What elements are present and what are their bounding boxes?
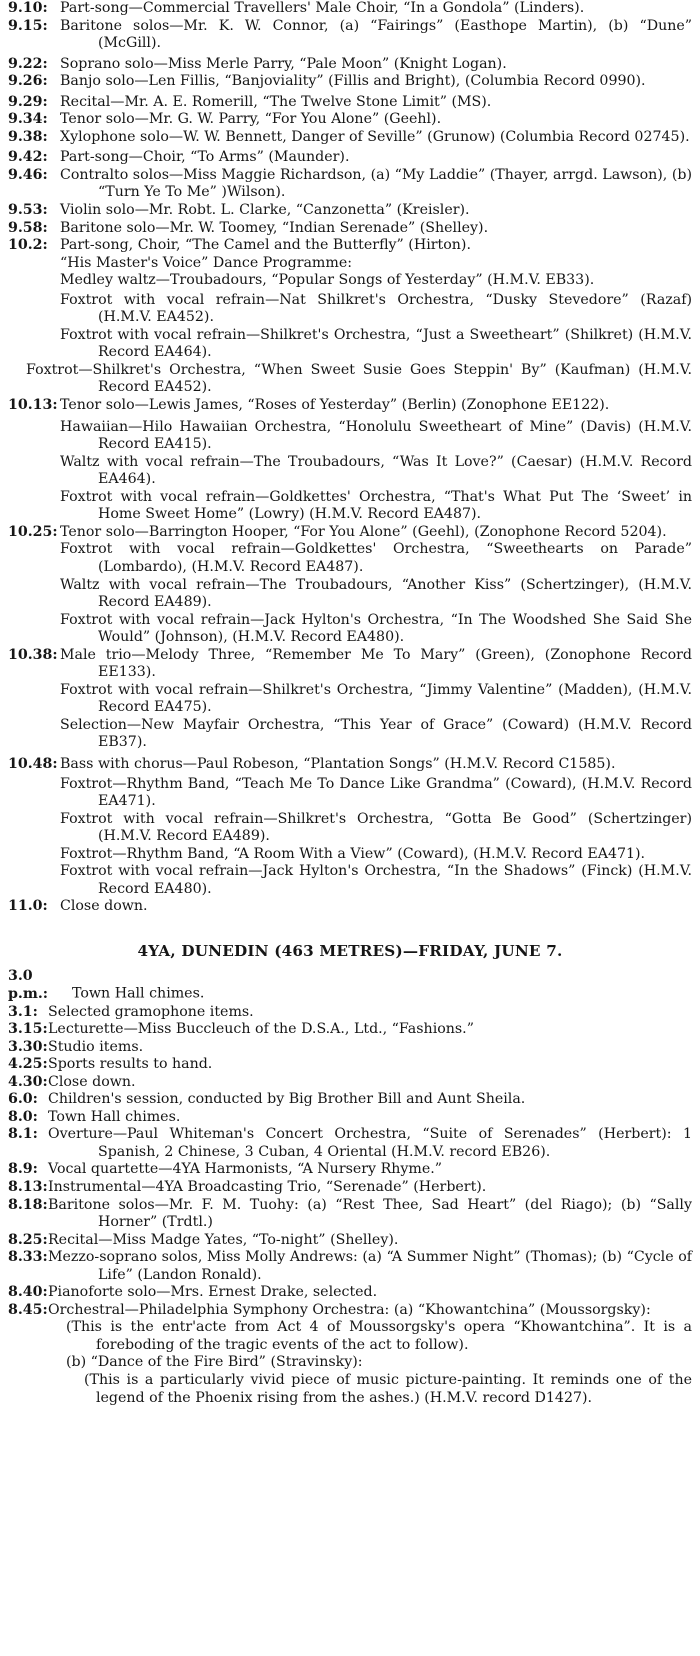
entry-text: Selected gramophone items. bbox=[48, 1003, 254, 1020]
entry-time: 3.0 p.m.: bbox=[8, 968, 49, 1002]
entry-text: Foxtrot with vocal refrain—Shilkret's Orchestra, “Jimmy Valentine” (Madden), (H.M.V. Record EA475). bbox=[60, 681, 692, 716]
programme-entry bbox=[0, 362, 700, 397]
entry-time: 6.0: bbox=[8, 1091, 38, 1108]
entry-text: Hawaiian—Hilo Hawaiian Orchestra, “Honolulu Sweetheart of Mine” (Davis) (H.M.V. Record EA415). bbox=[60, 418, 692, 453]
entry-text: Foxtrot with vocal refrain—Shilkret's Orchestra, “Just a Sweetheart” (Shilkret) (H.M.V. Record EA464). bbox=[60, 326, 692, 361]
entry-time: 9.58: bbox=[8, 219, 48, 236]
programme-entry bbox=[0, 541, 700, 576]
entry-text: Tenor solo—Mr. G. W. Parry, “For You Alone” (Geehl). bbox=[60, 111, 442, 128]
programme-entry bbox=[0, 220, 700, 238]
programme-entry bbox=[0, 1021, 700, 1039]
entry-text: Xylophone solo—W. W. Bennett, Danger of Seville” (Grunow) (Columbia Record 02745). bbox=[60, 128, 690, 145]
programme-entry bbox=[0, 1161, 700, 1179]
entry-time: 11.0: bbox=[8, 898, 48, 915]
programme-entry bbox=[0, 717, 700, 752]
entry-time: 8.13: bbox=[8, 1179, 48, 1195]
programme-entry bbox=[0, 1004, 700, 1022]
entry-text: Baritone solos—Mr. K. W. Connor, (a) “Fairings” (Easthope Martin), (b) “Dune” (McGill). bbox=[60, 17, 692, 52]
programme-entry bbox=[0, 1372, 700, 1407]
programme-entry bbox=[0, 1354, 700, 1372]
programme-entry bbox=[0, 1091, 700, 1109]
programme-entry bbox=[0, 237, 700, 255]
programme-entry bbox=[0, 1109, 700, 1127]
entry-time: 9.42: bbox=[8, 149, 48, 166]
entry-text: Studio items. bbox=[48, 1038, 144, 1055]
programme-entry bbox=[0, 129, 700, 147]
programme-entry bbox=[0, 149, 700, 167]
programme-entry bbox=[0, 524, 700, 542]
entry-text: Foxtrot with vocal refrain—Jack Hylton's Orchestra, “In The Woodshed She Said She Would” (Johnson), (H.M.V. Record EA480). bbox=[60, 611, 692, 646]
programme-entry bbox=[0, 647, 700, 682]
entry-text: Recital—Miss Madge Yates, “To-night” (Shelley). bbox=[48, 1231, 399, 1248]
programme-entry bbox=[0, 968, 700, 1003]
entry-text: Foxtrot with vocal refrain—Jack Hylton's Orchestra, “In the Shadows” (Finck) (H.M.V. Record EA480). bbox=[60, 863, 692, 897]
entry-time: 10.2: bbox=[8, 237, 48, 254]
entry-text: Part-song, Choir, “The Camel and the Butterfly” (Hirton). bbox=[60, 237, 471, 254]
programme-entry bbox=[0, 292, 700, 327]
programme-entry bbox=[0, 1302, 700, 1320]
entry-text: Orchestral—Philadelphia Symphony Orchestra: (a) “Khowantchina” (Moussorgsky): bbox=[48, 1301, 651, 1318]
entry-text: (b) “Dance of the Fire Bird” (Stravinsky): bbox=[66, 1354, 363, 1371]
entry-text: Waltz with vocal refrain—The Troubadours, “Was It Love?” (Caesar) (H.M.V. Record EA464). bbox=[60, 453, 692, 488]
entry-time: 10.13: bbox=[8, 397, 58, 414]
programme-entry bbox=[0, 419, 700, 454]
entry-text: Foxtrot with vocal refrain—Goldkettes' Orchestra, “That's What Put The ‘Sweet’ in Home Sweet Home” (Lowry) (H.M.V. Record EA487). bbox=[60, 488, 692, 523]
entry-text: Close down. bbox=[60, 898, 148, 915]
entry-text: Medley waltz—Troubadours, “Popular Songs of Yesterday” (H.M.V. EB33). bbox=[60, 272, 595, 289]
programme-entry bbox=[0, 577, 700, 612]
programme-entry bbox=[0, 454, 700, 489]
entry-text: Foxtrot—Rhythm Band, “A Room With a View” (Coward), (H.M.V. Record EA471). bbox=[60, 845, 646, 862]
programme-entry bbox=[0, 1319, 700, 1354]
entry-text: (This is a particularly vivid piece of music picture-painting. It reminds one of the legend of the Phoenix rising from the ashes.) (H.M.V. record D1427). bbox=[84, 1372, 692, 1406]
programme-entry bbox=[0, 682, 700, 717]
entry-time: 8.18: bbox=[8, 1196, 48, 1213]
programme-entry bbox=[0, 94, 700, 112]
programme-entry bbox=[0, 18, 700, 53]
programme-entry bbox=[0, 1249, 700, 1284]
entry-time: 3.1: bbox=[8, 1003, 38, 1020]
entry-time: 9.26: bbox=[8, 73, 48, 90]
entry-text: Part-song—Choir, “To Arms” (Maunder). bbox=[60, 149, 350, 166]
entry-text: Baritone solo—Mr. W. Toomey, “Indian Serenade” (Shelley). bbox=[60, 219, 489, 236]
programme-entry bbox=[0, 1197, 700, 1232]
entry-time: 3.15: bbox=[8, 1021, 48, 1038]
entry-text: Town Hall chimes. bbox=[72, 985, 205, 1002]
entry-time: 8.45: bbox=[8, 1301, 48, 1318]
entry-time: 10.38: bbox=[8, 646, 58, 663]
programme-entry bbox=[0, 56, 700, 74]
entry-time: 9.34: bbox=[8, 111, 48, 128]
entry-text: Foxtrot—Shilkret's Orchestra, “When Sweet Susie Goes Steppin' By” (Kaufman) (H.M.V. Record EA452). bbox=[26, 361, 692, 396]
entry-time: 10.25: bbox=[8, 523, 58, 540]
programme-entry bbox=[0, 1232, 700, 1250]
entry-text: Pianoforte solo—Mrs. Ernest Drake, selected. bbox=[48, 1284, 378, 1301]
entry-text: “His Master's Voice” Dance Programme: bbox=[60, 254, 353, 271]
entry-text: Part-song—Commercial Travellers' Male Choir, “In a Gondola” (Linders). bbox=[60, 0, 585, 16]
programme-entry bbox=[0, 1039, 700, 1057]
programme-entry bbox=[0, 327, 700, 362]
entry-text: Foxtrot with vocal refrain—Goldkettes' Orchestra, “Sweethearts on Parade” (Lombardo), (H.M.V. Record EA487). bbox=[60, 541, 692, 575]
entry-text: Mezzo-soprano solos, Miss Molly Andrews: (a) “A Summer Night” (Thomas); (b) “Cycle of Life” (Landon Ronald). bbox=[48, 1249, 692, 1283]
entry-time: 9.10: bbox=[8, 0, 48, 16]
entry-text: Contralto solos—Miss Maggie Richardson, (a) “My Laddie” (Thayer, arrgd. Lawson), (b) “Turn Ye To Me” )Wilson). bbox=[60, 166, 692, 201]
programme-entry bbox=[0, 846, 700, 864]
station-heading: 4YA, DUNEDIN (463 METRES)—FRIDAY, JUNE 7. bbox=[137, 941, 563, 960]
entry-text: Town Hall chimes. bbox=[48, 1108, 181, 1125]
entry-text: Waltz with vocal refrain—The Troubadours, “Another Kiss” (Schertzinger), (H.M.V. Record EA489). bbox=[60, 576, 692, 611]
entry-time: 9.15: bbox=[8, 17, 48, 34]
entry-time: 9.29: bbox=[8, 93, 48, 110]
programme-entry bbox=[0, 1284, 700, 1302]
entry-text: Baritone solos—Mr. F. M. Tuohy: (a) “Rest Thee, Sad Heart” (del Riago); (b) “Sally Horner” (Trdtl.) bbox=[48, 1196, 692, 1231]
entry-text: Sports results to hand. bbox=[48, 1056, 213, 1073]
entry-text: Selection—New Mayfair Orchestra, “This Year of Grace” (Coward) (H.M.V. Record EB37). bbox=[60, 716, 692, 751]
entry-time: 8.33: bbox=[8, 1249, 48, 1266]
programme-list-dunedin bbox=[0, 968, 700, 1407]
entry-time: 8.0: bbox=[8, 1108, 38, 1125]
entry-time: 8.1: bbox=[8, 1126, 38, 1143]
programme-entry bbox=[0, 1056, 700, 1074]
programme-entry bbox=[0, 489, 700, 524]
programme-entry bbox=[0, 1074, 700, 1092]
programme-entry bbox=[0, 1126, 700, 1161]
programme-entry bbox=[0, 73, 700, 91]
programme-entry bbox=[0, 397, 700, 415]
entry-text: Children's session, conducted by Big Brother Bill and Aunt Sheila. bbox=[48, 1091, 526, 1108]
entry-text: Instrumental—4YA Broadcasting Trio, “Serenade” (Herbert). bbox=[48, 1179, 487, 1195]
programme-entry bbox=[0, 202, 700, 220]
entry-time: 9.38: bbox=[8, 128, 48, 145]
entry-text: Vocal quartette—4YA Harmonists, “A Nursery Rhyme.” bbox=[48, 1161, 443, 1178]
programme-entry bbox=[0, 776, 700, 811]
programme-entry bbox=[0, 898, 700, 916]
programme-entry bbox=[0, 272, 700, 290]
entry-time: 8.9: bbox=[8, 1161, 38, 1178]
entry-text: Bass with chorus—Paul Robeson, “Plantation Songs” (H.M.V. Record C1585). bbox=[60, 755, 616, 772]
entry-text: Tenor solo—Lewis James, “Roses of Yesterday” (Berlin) (Zonophone EE122). bbox=[60, 397, 610, 414]
programme-entry bbox=[0, 756, 700, 774]
entry-text: Close down. bbox=[48, 1073, 136, 1090]
entry-text: Foxtrot—Rhythm Band, “Teach Me To Dance Like Grandma” (Coward), (H.M.V. Record EA471). bbox=[60, 775, 692, 810]
entry-time: 9.22: bbox=[8, 55, 48, 72]
programme-entry bbox=[0, 863, 700, 898]
entry-text: Violin solo—Mr. Robt. L. Clarke, “Canzonetta” (Kreisler). bbox=[60, 202, 470, 219]
programme-entry bbox=[0, 111, 700, 129]
entry-text: Overture—Paul Whiteman's Concert Orchestra, “Suite of Serenades” (Herbert): 1 Spanish, 2 Chinese, 3 Cuban, 4 Oriental (H.M.V. record EB26). bbox=[48, 1126, 692, 1160]
entry-text: Foxtrot with vocal refrain—Nat Shilkret's Orchestra, “Dusky Stevedore” (Razaf) (H.M.V. EA452). bbox=[60, 291, 692, 326]
entry-time: 3.30: bbox=[8, 1038, 48, 1055]
entry-text: (This is the entr'acte from Act 4 of Moussorgsky's opera “Khowantchina”. It is a foreboding of the tragic events of the act to follow). bbox=[66, 1319, 692, 1353]
entry-text: Male trio—Melody Three, “Remember Me To Mary” (Green), (Zonophone Record EE133). bbox=[60, 646, 692, 681]
programme-entry bbox=[0, 255, 700, 273]
programme-entry bbox=[0, 612, 700, 647]
entry-time: 4.30: bbox=[8, 1073, 48, 1090]
entry-time: 10.48: bbox=[8, 755, 58, 772]
entry-text: Lecturette—Miss Buccleuch of the D.S.A., Ltd., “Fashions.” bbox=[48, 1021, 474, 1038]
entry-time: 4.25: bbox=[8, 1056, 48, 1073]
entry-text: Soprano solo—Miss Merle Parry, “Pale Moon” (Knight Logan). bbox=[60, 55, 507, 72]
entry-time: 8.25: bbox=[8, 1231, 48, 1248]
entry-time: 9.53: bbox=[8, 202, 48, 219]
entry-text: Foxtrot with vocal refrain—Shilkret's Orchestra, “Gotta Be Good” (Schertzinger) (H.M.V. Record EA489). bbox=[60, 810, 692, 845]
programme-entry bbox=[0, 1179, 700, 1197]
entry-text: Banjo solo—Len Fillis, “Banjoviality” (Fillis and Bright), (Columbia Record 0990). bbox=[60, 73, 646, 90]
programme-entry bbox=[0, 0, 700, 18]
entry-text: Tenor solo—Barrington Hooper, “For You Alone” (Geehl), (Zonophone Record 5204). bbox=[60, 523, 667, 540]
entry-time: 8.40: bbox=[8, 1284, 48, 1301]
programme-entry bbox=[0, 811, 700, 846]
entry-time: 9.46: bbox=[8, 166, 48, 183]
entry-text: Recital—Mr. A. E. Romerill, “The Twelve Stone Limit” (MS). bbox=[60, 93, 492, 110]
programme-entry bbox=[0, 167, 700, 202]
